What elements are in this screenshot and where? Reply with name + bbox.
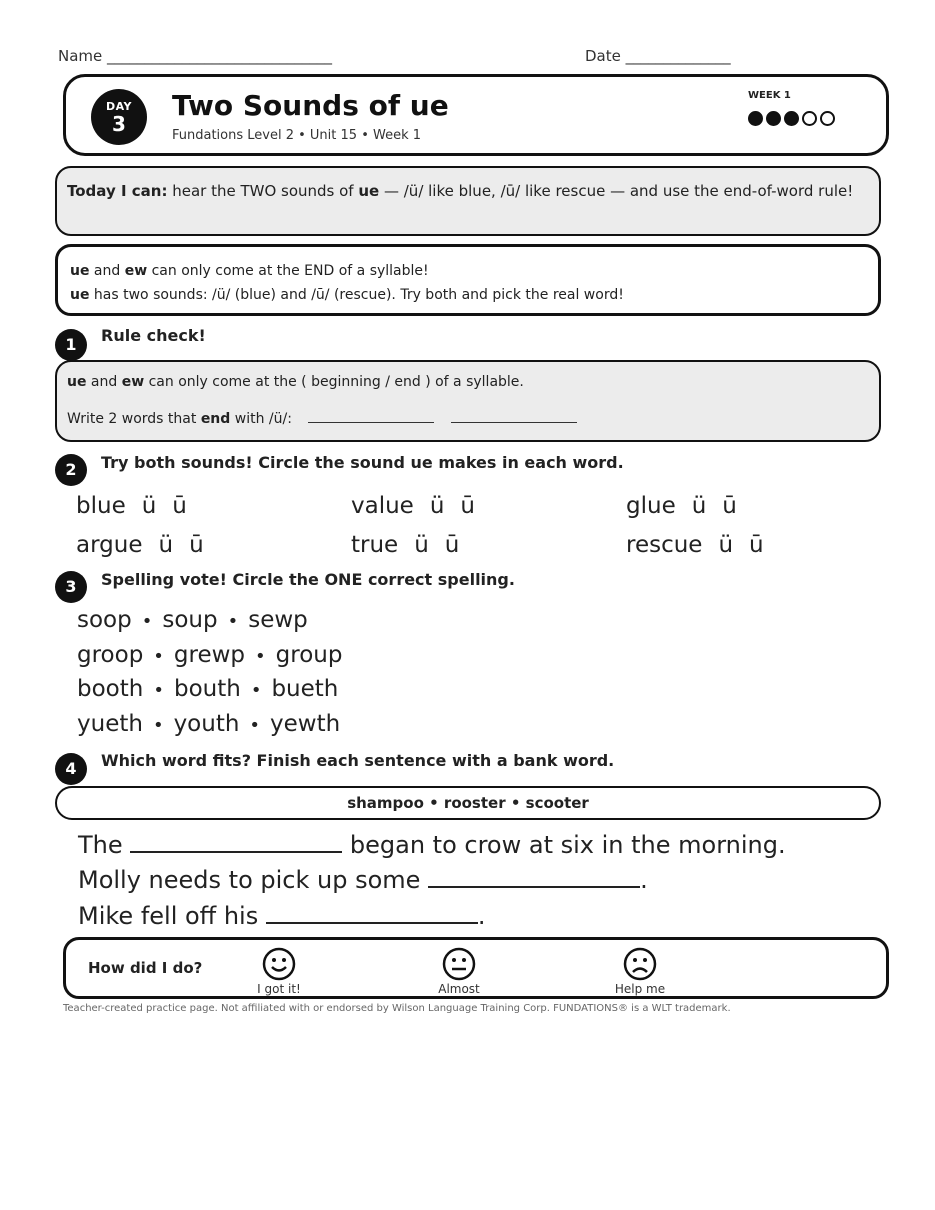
spelling-row-2: groop • grewp • group: [77, 642, 343, 668]
spelling-row-1: soop • soup • sewp: [77, 607, 308, 633]
section-2-number: 2: [55, 454, 87, 486]
rating-help-me[interactable]: [610, 947, 670, 996]
date-blank[interactable]: ______________: [625, 47, 731, 65]
page-title: Two Sounds of ue: [172, 89, 449, 122]
sound-choice[interactable]: ü: [429, 493, 445, 519]
sound-item-value: value ü ū: [351, 493, 475, 519]
spelling-option[interactable]: booth: [77, 676, 144, 702]
sentence-2: Molly needs to pick up some .: [78, 866, 648, 894]
spelling-option[interactable]: yewth: [270, 711, 341, 737]
sound-item-blue: blue ü ū: [76, 493, 187, 519]
page-subtitle: Fundations Level 2 • Unit 15 • Week 1: [172, 128, 422, 143]
sound-item-rescue: rescue ü ū: [626, 532, 764, 558]
progress-dot-1: [748, 111, 763, 126]
sentence-blank[interactable]: [428, 864, 640, 888]
sound-choice[interactable]: ü: [158, 532, 174, 558]
footer-disclaimer: Teacher-created practice page. Not affiliated with or endorsed by Wilson Language Training Corp. FUNDATIONS® is a WLT trademark.: [63, 1003, 731, 1014]
learning-goal-text: Today I can: hear the TWO sounds of ue — /ü/ like blue, /ū/ like rescue — and use the end-of-word rule!: [67, 182, 854, 200]
spelling-option[interactable]: soop: [77, 607, 132, 633]
sound-choice[interactable]: ü: [691, 493, 707, 519]
week-progress-dots: [748, 111, 835, 126]
write-words-prompt: Write 2 words that end with /ü/:: [67, 408, 577, 427]
week-label: WEEK 1: [748, 90, 791, 101]
sound-choice[interactable]: ü: [141, 493, 157, 519]
sound-item-true: true ü ū: [351, 532, 460, 558]
day-label: DAY: [105, 100, 133, 113]
spelling-option[interactable]: group: [275, 642, 343, 668]
rule-box: [55, 244, 881, 316]
rule-check-box: [55, 360, 881, 442]
smiley-face-icon: [262, 947, 296, 981]
sound-choice[interactable]: ū: [172, 493, 187, 519]
sound-choice[interactable]: ū: [749, 532, 764, 558]
sound-choice[interactable]: ū: [460, 493, 475, 519]
sound-choice[interactable]: ū: [722, 493, 737, 519]
sound-choice[interactable]: ü: [718, 532, 734, 558]
rating-got-it[interactable]: [249, 947, 309, 996]
sound-choice[interactable]: ū: [189, 532, 204, 558]
rule-line-2: ue has two sounds: /ü/ (blue) and /ū/ (rescue). Try both and pick the real word!: [70, 287, 624, 303]
neutral-face-icon: [442, 947, 476, 981]
learning-goal-box: [55, 166, 881, 236]
rule-text: [70, 259, 624, 307]
progress-dot-5: [820, 111, 835, 126]
learning-goal-lead: Today I can:: [67, 182, 168, 200]
self-rating-label: How did I do?: [88, 959, 203, 977]
spelling-option[interactable]: yueth: [77, 711, 143, 737]
spelling-option[interactable]: groop: [77, 642, 144, 668]
spelling-option[interactable]: soup: [162, 607, 218, 633]
spelling-option[interactable]: grewp: [173, 642, 246, 668]
spelling-row-3: booth • bouth • bueth: [77, 676, 339, 702]
sentence-blank[interactable]: [266, 900, 478, 924]
section-1-number: 1: [55, 329, 87, 361]
progress-dot-2: [766, 111, 781, 126]
spelling-option[interactable]: youth: [173, 711, 240, 737]
sound-item-argue: argue ü ū: [76, 532, 204, 558]
name-line: [58, 47, 332, 65]
spelling-row-4: yueth • youth • yewth: [77, 711, 341, 737]
progress-dot-3: [784, 111, 799, 126]
rating-almost[interactable]: [429, 947, 489, 996]
answer-blank-2[interactable]: [451, 408, 577, 423]
section-1-title: Rule check!: [101, 326, 206, 345]
sentence-1: The began to crow at six in the morning.: [78, 831, 786, 859]
rule-check-question[interactable]: ue and ew can only come at the ( beginning / end ) of a syllable.: [67, 374, 524, 390]
day-badge: [91, 89, 147, 145]
rating-caption: I got it!: [257, 982, 301, 996]
rating-caption: Help me: [614, 982, 666, 996]
word-bank-words: shampoo • rooster • scooter: [347, 794, 589, 812]
section-4-number: 4: [55, 753, 87, 785]
sentence-3: Mike fell off his .: [78, 902, 486, 930]
sound-choice[interactable]: ū: [444, 532, 460, 558]
sad-face-icon: [623, 947, 657, 981]
sound-item-glue: glue ü ū: [626, 493, 737, 519]
sentence-blank[interactable]: [130, 829, 342, 853]
spelling-option[interactable]: bouth: [173, 676, 241, 702]
section-2-title: Try both sounds! Circle the sound ue makes in each word.: [101, 453, 624, 472]
spelling-option[interactable]: sewp: [248, 607, 308, 633]
name-label: Name: [58, 47, 103, 65]
name-blank[interactable]: ______________________________: [107, 47, 333, 65]
date-line: [585, 47, 731, 65]
rating-caption: Almost: [438, 982, 480, 996]
section-3-number: 3: [55, 571, 87, 603]
day-number: 3: [112, 112, 126, 136]
spelling-option[interactable]: bueth: [271, 676, 339, 702]
header-box: [63, 74, 889, 156]
section-4-title: Which word fits? Finish each sentence with a bank word.: [101, 751, 615, 770]
answer-blank-1[interactable]: [308, 408, 434, 423]
rule-line-1: ue and ew can only come at the END of a syllable!: [70, 263, 429, 279]
progress-dot-4: [802, 111, 817, 126]
self-rating-box: [63, 937, 889, 999]
sound-choice[interactable]: ü: [414, 532, 429, 558]
section-3-title: Spelling vote! Circle the ONE correct spelling.: [101, 570, 515, 589]
date-label: Date: [585, 47, 621, 65]
word-bank: [55, 786, 881, 820]
